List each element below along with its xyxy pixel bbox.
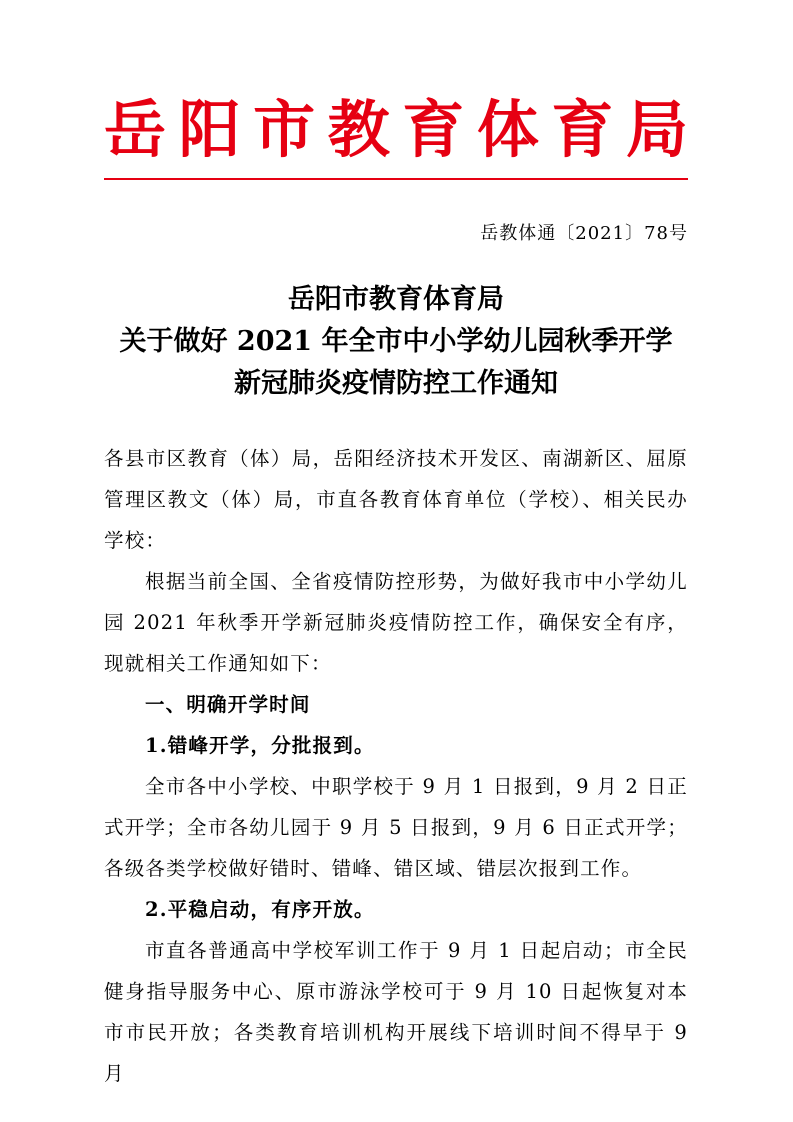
title-line-2: 关于做好 2021 年全市中小学幼儿园秋季开学 bbox=[119, 326, 673, 357]
subsection-heading-1: 1.错峰开学，分批报到。 bbox=[144, 734, 375, 757]
section-heading-1: 一、明确开学时间 bbox=[144, 693, 311, 716]
title-line-3: 新冠肺炎疫情防控工作通知 bbox=[234, 368, 558, 399]
red-divider-line bbox=[104, 178, 688, 180]
subsection-paragraph-1: 全市各中小学校、中职学校于 9 月 1 日报到，9 月 2 日正式开学；全市各幼儿园于 9 月 5 日报到，9 月 6 日正式开学；各级各类学校做好错时、错峰、错区域、错层次报到工作。 bbox=[104, 775, 688, 880]
subsection-heading-2: 2.平稳启动，有序开放。 bbox=[144, 898, 375, 921]
document-body bbox=[104, 438, 688, 1094]
title-line-1: 岳阳市教育体育局 bbox=[288, 284, 504, 315]
intro-paragraph: 根据当前全国、全省疫情防控形势，为做好我市中小学幼儿园 2021 年秋季开学新冠肺炎疫情防控工作，确保安全有序，现就相关工作通知如下： bbox=[104, 570, 688, 675]
document-number: 岳教体通〔2021〕78号 bbox=[480, 223, 688, 244]
masthead-title: 岳阳市教育体育局 bbox=[104, 93, 694, 166]
subsection-paragraph-2: 市直各普通高中学校军训工作于 9 月 1 日起启动；市全民健身指导服务中心、原市游泳学校可于 9 月 10 日起恢复对本市市民开放；各类教育培训机构开展线下培训时间不得早于 9 月 bbox=[104, 939, 688, 1085]
addressee-paragraph: 各县市区教育（体）局，岳阳经济技术开发区、南湖新区、屈原管理区教文（体）局，市直各教育体育单位（学校）、相关民办学校： bbox=[104, 447, 688, 552]
